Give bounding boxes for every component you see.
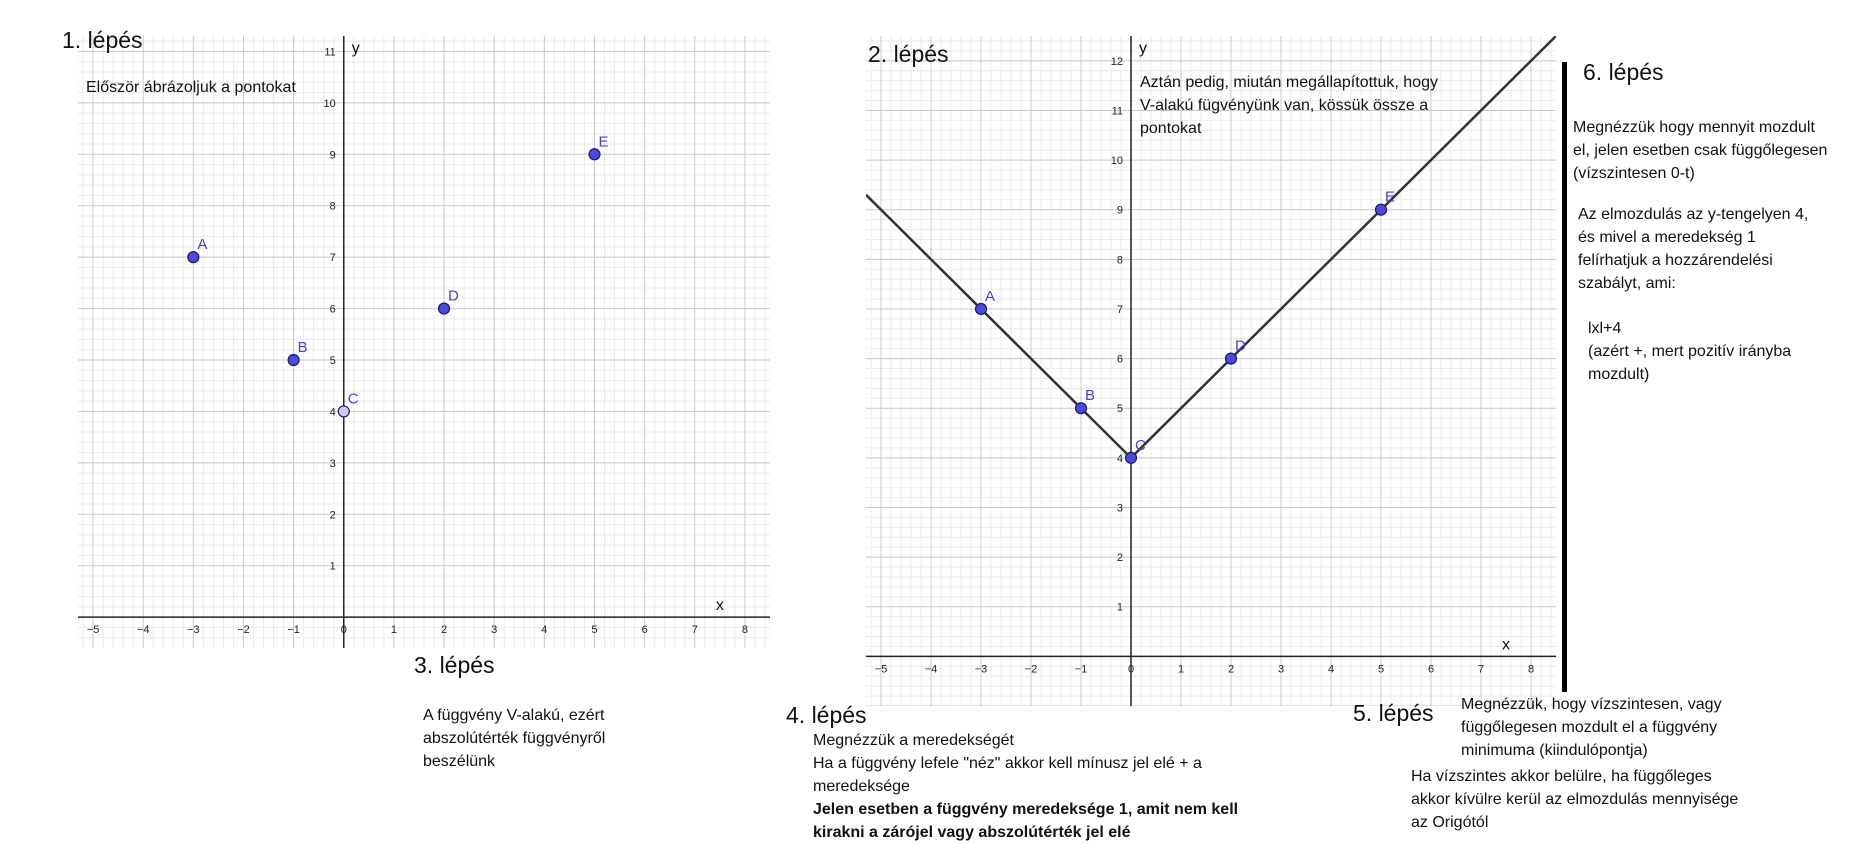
step6-line: (vízszintesen 0-t) [1573,165,1695,182]
x-tick-label: 5 [1377,663,1385,676]
y-tick-label: 7 [329,252,336,265]
x-tick-label: 4 [1327,663,1335,676]
x-tick-label: 3 [1277,663,1285,676]
step6-text-c [1588,317,1791,386]
point-label-c: C [347,390,359,408]
y-tick-label: 5 [329,355,336,367]
step1-title: 1. lépés [62,27,143,53]
x-tick-label: 2 [440,624,448,637]
step3-text [423,704,605,773]
step2-line: pontokat [1140,120,1202,137]
x-tick-label: −1 [287,624,300,637]
point-c [338,406,349,417]
step2-line: V-alakú fügvényünk van, kössük össze a [1140,97,1429,114]
step6-line: Megnézzük hogy mennyit mozdult [1573,119,1815,136]
step5-text-a [1461,693,1722,762]
step4-line: Megnézzük a meredekségét [813,732,1014,749]
step5-line: az Origótól [1411,814,1489,831]
x-tick-label: 7 [691,624,698,637]
step4-text [813,729,1238,844]
point-label-e: E [598,133,609,151]
y-tick-label: 4 [329,406,336,419]
point-b [1076,403,1087,414]
x-tick-label: 1 [1177,663,1185,676]
step5-line: függőlegesen mozdult el a függvény [1461,719,1718,736]
step6-line: és mivel a meredekség 1 [1578,229,1756,246]
step5-title: 5. lépés [1353,700,1434,726]
x-tick-label: 0 [1127,663,1135,676]
step1-text: Először ábrázoljuk a pontokat [86,79,296,96]
y-tick-label: 11 [1111,105,1123,118]
step5-line: Megnézzük, hogy vízszintesen, vagy [1461,696,1722,713]
x-tick-label: 6 [1427,663,1435,676]
point-e [1376,204,1387,215]
point-a [188,252,199,263]
x-tick-label: 7 [1477,663,1485,676]
x-tick-label: 1 [390,624,397,637]
y-tick-label: 1 [329,560,336,573]
step4-line: Ha a függvény lefele "néz" akkor kell mínusz jel elé + a [813,755,1202,772]
step2-text [1140,71,1438,140]
x-tick-label: −1 [1074,663,1088,676]
x-tick-label: −4 [924,663,938,676]
y-axis-label: y [1139,40,1147,57]
y-tick-label: 2 [329,509,336,522]
step5-line: akkor kívülre kerül az elmozdulás mennyisége [1411,791,1739,808]
y-tick-label: 3 [329,457,336,470]
y-tick-label: 10 [1110,155,1123,168]
step6-line: mozdult) [1588,366,1650,383]
y-tick-label: 7 [1116,303,1123,316]
point-label-c: C [1135,436,1146,454]
x-tick-label: −5 [874,663,888,676]
x-tick-label: 4 [541,624,548,637]
point-label-b: B [1085,387,1096,405]
point-label-b: B [297,339,308,356]
x-tick-label: 0 [340,624,347,637]
x-tick-label: −3 [187,624,200,637]
y-tick-label: 5 [1116,403,1123,416]
step6-text-b [1578,203,1808,295]
step5-line: Ha vízszintes akkor belülre, ha függőleges [1411,768,1712,785]
step3-line: beszélünk [423,753,496,770]
x-tick-label: 5 [591,624,598,637]
point-c [1126,452,1137,463]
step2-title: 2. lépés [868,41,949,67]
point-d [1226,353,1237,364]
y-tick-label: 9 [1116,204,1123,217]
y-tick-label: 8 [1116,254,1123,267]
x-tick-label: −4 [136,624,150,637]
y-tick-label: 9 [329,149,336,162]
point-b [288,355,299,366]
y-tick-label: 2 [1116,552,1123,565]
step4-line: meredeksége [813,778,910,795]
x-tick-label: −3 [974,663,988,676]
y-tick-label: 3 [1116,502,1123,515]
x-tick-label: 6 [641,624,648,637]
y-tick-label: 1 [1116,601,1123,614]
step3-line: abszolútérték függvényről [423,730,606,747]
x-tick-label: −5 [86,624,100,637]
point-label-a: A [197,236,208,254]
y-axis-label: y [351,40,360,57]
step6-line: (azért +, mert pozitív irányba [1588,343,1792,360]
y-tick-label: 10 [323,97,336,110]
step4-title: 4. lépés [786,702,867,728]
point-label-d: D [448,287,459,305]
step6-line: szabályt, ami: [1578,275,1676,292]
step6-text-a [1573,116,1827,185]
point-a [976,303,987,314]
point-label-d: D [1235,337,1246,355]
x-axis-label: x [715,597,724,615]
step6-title: 6. lépés [1583,59,1664,85]
y-tick-label: 12 [1110,55,1123,68]
step3-title: 3. lépés [414,652,495,678]
step6-line: felírhatjuk a hozzárendelési [1578,252,1773,269]
point-d [439,303,450,314]
plot-step1 [78,36,770,648]
step6-line: el, jelen esetben csak függőlegesen [1573,142,1828,159]
point-label-e: E [1385,188,1396,206]
step3-line: A függvény V-alakú, ezért [423,707,605,724]
step2-line: Aztán pedig, miután megállapítottuk, hogy [1140,74,1438,91]
x-tick-label: −2 [237,624,250,637]
step4-bold-line: Jelen esetben a függvény meredeksége 1, amit nem kell [813,801,1239,818]
step5-text-b [1411,765,1738,834]
y-tick-label: 6 [329,303,336,316]
x-axis-label: x [1502,636,1510,654]
y-tick-label: 6 [1116,353,1123,366]
x-tick-label: 8 [741,624,748,637]
x-tick-label: 2 [1227,663,1235,676]
step6-formula: lxl+4 [1588,320,1622,337]
step6-divider [1562,62,1567,692]
x-tick-label: −2 [1024,663,1038,676]
y-tick-label: 4 [1116,452,1123,465]
step5-line: minimuma (kiindulópontja) [1461,742,1648,759]
point-e [589,149,600,160]
point-label-a: A [985,287,996,305]
y-tick-label: 8 [329,200,336,213]
x-tick-label: 3 [491,624,498,637]
x-tick-label: 8 [1527,663,1535,676]
step6-line: Az elmozdulás az y-tengelyen 4, [1578,206,1809,223]
y-tick-label: 11 [324,46,336,59]
step4-bold-line: kirakni a zárójel vagy abszolútérték jel elé [813,824,1131,841]
